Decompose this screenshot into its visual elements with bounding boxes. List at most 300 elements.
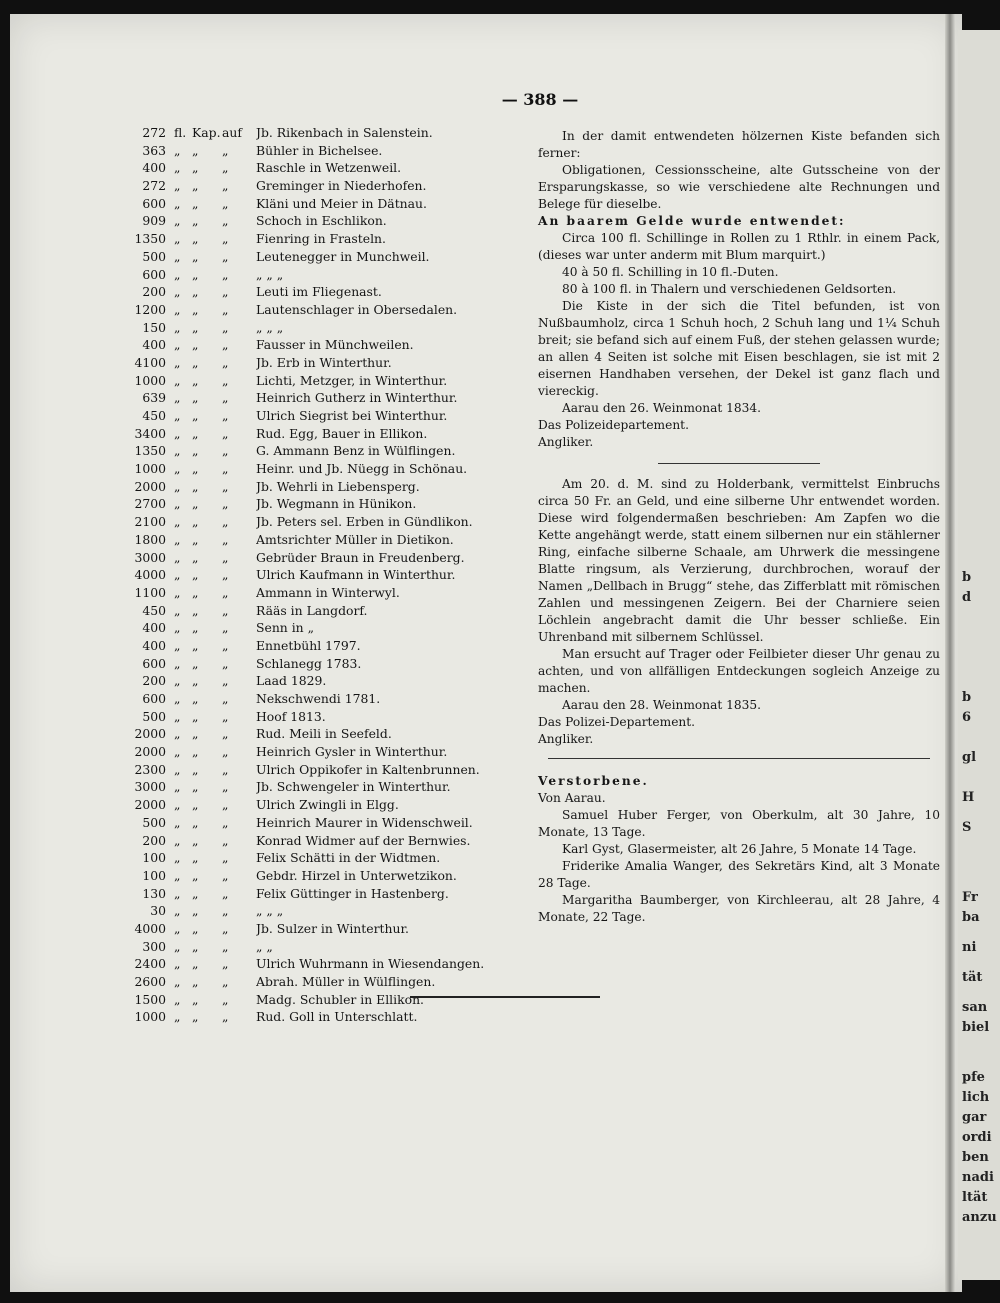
adjacent-page-fragment: gl <box>962 750 977 765</box>
ledger-amount: 2000 <box>134 797 166 813</box>
ledger-row <box>118 195 518 213</box>
ledger-unit: „ <box>174 637 181 653</box>
ledger-name: „ „ „ <box>256 903 284 919</box>
adjacent-page-fragment: ni <box>962 940 977 955</box>
ledger-name: Amtsrichter Müller in Dietikon. <box>256 531 454 547</box>
ledger-prep: „ <box>222 461 229 477</box>
ledger-unit: „ <box>174 408 181 423</box>
ledger-kind: „ <box>192 549 199 565</box>
page-fold <box>945 14 955 1292</box>
adjacent-page-fragment: ordi <box>962 1130 992 1145</box>
ledger-name: Senn in „ <box>256 620 315 636</box>
ledger-kind: „ <box>192 867 199 883</box>
ledger-kind: „ <box>192 213 199 229</box>
adjacent-page-fragment: anzu <box>962 1210 997 1225</box>
ledger-kind: „ <box>192 514 199 530</box>
ledger-name: Rud. Goll in Unterschlatt. <box>256 1009 418 1025</box>
ledger-name: Kläni und Meier in Dätnau. <box>256 195 427 211</box>
notice1-signature-office: Das Polizeidepartement. <box>538 418 689 432</box>
ledger-row <box>118 495 518 513</box>
ledger-kind: „ <box>192 726 199 742</box>
ledger-row <box>118 177 518 195</box>
ledger-unit: „ <box>174 531 181 547</box>
ledger-prep: „ <box>222 531 229 547</box>
ledger-row <box>118 814 518 832</box>
ledger-unit: „ <box>174 248 181 264</box>
ledger-unit: „ <box>174 708 181 724</box>
ledger-prep: „ <box>222 584 229 600</box>
ledger-row <box>118 690 518 708</box>
ledger-row <box>118 796 518 814</box>
ledger-unit: „ <box>174 478 181 494</box>
ledger-amount: 1000 <box>134 461 166 477</box>
ledger-name: Jb. Schwengeler in Winterthur. <box>256 779 451 795</box>
ledger-prep: „ <box>222 372 229 388</box>
ledger-row <box>118 442 518 460</box>
adjacent-page-fragment: H <box>962 790 975 805</box>
ledger-unit: „ <box>174 655 181 671</box>
ledger-amount: 2000 <box>134 726 166 742</box>
ledger-row <box>118 407 518 425</box>
ledger-amount: 1800 <box>134 531 166 547</box>
ledger-kind: „ <box>192 620 199 636</box>
ledger-unit: „ <box>174 903 181 919</box>
divider-2 <box>548 758 930 759</box>
ledger-prep: „ <box>222 496 229 512</box>
ledger-unit: „ <box>174 372 181 388</box>
ledger-unit: „ <box>174 231 181 247</box>
ledger-amount: 600 <box>142 655 166 671</box>
ledger-kind: „ <box>192 408 199 423</box>
ledger-kind: Kap. <box>192 125 221 140</box>
ledger-name: Madg. Schubler in Ellikon. <box>256 991 424 1007</box>
ledger-prep: „ <box>222 761 229 777</box>
ledger-unit: „ <box>174 991 181 1007</box>
ledger-amount: 2000 <box>134 478 166 494</box>
ledger-prep: „ <box>222 408 229 423</box>
cash-line-2: 40 à 50 fl. Schilling in 10 fl.-Duten. <box>562 265 779 279</box>
ledger-unit: „ <box>174 885 181 901</box>
ledger-kind: „ <box>192 567 199 583</box>
ledger-row <box>118 159 518 177</box>
ledger-prep: „ <box>222 655 229 671</box>
ledger-name: Felix Güttinger in Hastenberg. <box>256 885 449 901</box>
ledger-amount: 909 <box>142 213 166 229</box>
ledger-prep: „ <box>222 301 229 317</box>
ledger-unit: „ <box>174 726 181 742</box>
ledger-kind: „ <box>192 832 199 848</box>
ledger-name: Heinrich Gysler in Winterthur. <box>256 744 448 760</box>
ledger-kind: „ <box>192 920 199 936</box>
ledger-unit: „ <box>174 514 181 530</box>
death-entry: Margaritha Baumberger, von Kirchleerau, alt 28 Jahre, 4 Monate, 22 Tage. <box>538 893 940 924</box>
notice2-request: Man ersucht auf Trager oder Feilbieter dieser Uhr genau zu achten, und von allfälligen Entdeckungen sogleich Anzeige zu machen. <box>538 647 940 695</box>
ledger-unit: „ <box>174 867 181 883</box>
ledger-kind: „ <box>192 673 199 689</box>
ledger-prep: „ <box>222 885 229 901</box>
ledger-kind: „ <box>192 744 199 760</box>
ledger-row <box>118 283 518 301</box>
ledger-prep: „ <box>222 779 229 795</box>
ledger-amount: 2000 <box>134 744 166 760</box>
ledger-amount: 1350 <box>134 231 166 247</box>
ledger-row <box>118 708 518 726</box>
ledger-row <box>118 319 518 337</box>
ledger-name: Jb. Rikenbach in Salenstein. <box>256 125 433 140</box>
ledger-prep: „ <box>222 991 229 1007</box>
ledger-name: Leuti im Fliegenast. <box>256 284 382 300</box>
ledger-row <box>118 637 518 655</box>
ledger-name: Jb. Peters sel. Erben in Gündlikon. <box>256 514 473 530</box>
ledger-prep: „ <box>222 514 229 530</box>
ledger-unit: „ <box>174 584 181 600</box>
ledger-name: Ennetbühl 1797. <box>256 637 361 653</box>
death-entry: Karl Gyst, Glasermeister, alt 26 Jahre, 5 Monate 14 Tage. <box>562 842 917 856</box>
ledger-prep: auf <box>222 125 242 140</box>
ledger-unit: „ <box>174 814 181 830</box>
ledger-kind: „ <box>192 390 199 406</box>
ledger-amount: 400 <box>142 337 166 353</box>
ledger-name: Raschle in Wetzenweil. <box>256 160 402 176</box>
ledger-amount: 1100 <box>134 584 166 600</box>
ledger-unit: „ <box>174 691 181 706</box>
ledger-name: Schlanegg 1783. <box>256 655 362 671</box>
ledger-amount: 4100 <box>134 354 166 370</box>
ledger-name: Gebrüder Braun in Freudenberg. <box>256 549 465 565</box>
ledger-row <box>118 248 518 266</box>
ledger-name: Gebdr. Hirzel in Unterwetzikon. <box>256 867 457 883</box>
ledger-name: Heinrich Gutherz in Winterthur. <box>256 390 458 406</box>
notice2-text: Am 20. d. M. sind zu Holderbank, vermittelst Einbruchs circa 50 Fr. an Geld, und eine silberne Uhr entwendet worden. Diese wird folgendermaßen beschrieben: Am Zapfen wo die Kette angehängt werde, statt einem silbernen nur ein stählerner Ring, einfache silberne Schaale, am Uhrwerk die messingene Blatte ringsum, als Verzierung, durchbrochen, worauf der Namen „Dellbach in Brugg“ stehe, das Zifferblatt mit römischen Zahlen und messingenen Zeigern. Bei der Charniere seien Löchlein angebracht damit die Uhr besser schließe. Ein Uhrenband mit silbernem Schlüssel. <box>538 477 940 644</box>
ledger-unit: „ <box>174 549 181 565</box>
ledger-row <box>118 761 518 779</box>
ledger-amount: 30 <box>150 903 166 919</box>
ledger-name: Abrah. Müller in Wülflingen. <box>256 974 436 989</box>
ledger-row <box>118 549 518 567</box>
ledger-prep: „ <box>222 708 229 724</box>
ledger-prep: „ <box>222 160 229 176</box>
ledger-unit: „ <box>174 496 181 512</box>
notice1-date: Aarau den 26. Weinmonat 1834. <box>562 401 762 415</box>
ledger-prep: „ <box>222 567 229 583</box>
ledger-name: Jb. Sulzer in Winterthur. <box>256 920 409 936</box>
ledger-amount: 500 <box>142 708 166 724</box>
ledger-kind: „ <box>192 231 199 247</box>
adjacent-page-fragment: ben <box>962 1150 989 1165</box>
ledger-prep: „ <box>222 478 229 494</box>
ledger-prep: „ <box>222 637 229 653</box>
ledger-row <box>118 902 518 920</box>
ledger-row <box>118 142 518 160</box>
ledger-row <box>118 389 518 407</box>
ledger-amount: 200 <box>142 284 166 300</box>
ledger-row <box>118 672 518 690</box>
ledger-name: Ulrich Siegrist bei Winterthur. <box>256 408 448 423</box>
ledger-name: Laad 1829. <box>256 673 327 689</box>
ledger-amount: 450 <box>142 602 166 618</box>
ledger-unit: „ <box>174 744 181 760</box>
ledger-unit: „ <box>174 284 181 300</box>
ledger-row <box>118 124 518 142</box>
ledger-unit: „ <box>174 354 181 370</box>
ledger-kind: „ <box>192 956 199 972</box>
ledger-unit: „ <box>174 160 181 176</box>
ledger-kind: „ <box>192 1009 199 1025</box>
ledger-amount: 2600 <box>134 974 166 989</box>
ledger-prep: „ <box>222 938 229 954</box>
ledger-row <box>118 885 518 903</box>
ledger-amount: 2700 <box>134 496 166 512</box>
ledger-kind: „ <box>192 761 199 777</box>
ledger-prep: „ <box>222 337 229 353</box>
adjacent-page-edge <box>958 30 1000 1280</box>
ledger-name: Fausser in Münchweilen. <box>256 337 414 353</box>
ledger-row <box>118 372 518 390</box>
adjacent-page-fragment: ba <box>962 910 980 925</box>
ledger-kind: „ <box>192 178 199 194</box>
ledger-kind: „ <box>192 531 199 547</box>
ledger-unit: „ <box>174 1009 181 1025</box>
ledger-kind: „ <box>192 319 199 335</box>
notice1-items: Obligationen, Cessionsscheine, alte Gutsscheine von der Ersparungskasse, so wie verschiedene alte Rechnungen und Belege für dieselbe. <box>538 163 940 211</box>
ledger-kind: „ <box>192 354 199 370</box>
ledger-prep: „ <box>222 920 229 936</box>
ledger-amount: 400 <box>142 637 166 653</box>
ledger-unit: „ <box>174 178 181 194</box>
ledger-name: Greminger in Niederhofen. <box>256 178 427 194</box>
ledger-amount: 4000 <box>134 920 166 936</box>
ledger-kind: „ <box>192 443 199 459</box>
ledger-prep: „ <box>222 425 229 441</box>
divider <box>658 463 820 464</box>
ledger-row <box>118 354 518 372</box>
ledger-row <box>118 266 518 284</box>
ledger-unit: „ <box>174 620 181 636</box>
ledger-row <box>118 655 518 673</box>
ledger-kind: „ <box>192 284 199 300</box>
ledger-amount: 200 <box>142 832 166 848</box>
ledger-name: Bühler in Bichelsee. <box>256 142 383 158</box>
ledger-amount: 400 <box>142 620 166 636</box>
ledger-prep: „ <box>222 284 229 300</box>
ledger-prep: „ <box>222 797 229 813</box>
ledger-prep: „ <box>222 956 229 972</box>
ledger-prep: „ <box>222 266 229 282</box>
ledger-name: Fienring in Frasteln. <box>256 231 386 247</box>
ledger-prep: „ <box>222 867 229 883</box>
ledger-amount: 1000 <box>134 372 166 388</box>
ledger-kind: „ <box>192 885 199 901</box>
ledger-kind: „ <box>192 938 199 954</box>
ledger-name: Ulrich Oppikofer in Kaltenbrunnen. <box>256 761 480 777</box>
ledger-kind: „ <box>192 903 199 919</box>
adjacent-page-fragment: Fr <box>962 890 978 905</box>
ledger-unit: „ <box>174 974 181 989</box>
ledger-amount: 1500 <box>134 991 166 1007</box>
ledger-name: Leutenegger in Munchweil. <box>256 248 430 264</box>
ledger-prep: „ <box>222 178 229 194</box>
adjacent-page-fragment: biel <box>962 1020 990 1035</box>
ledger-amount: 400 <box>142 160 166 176</box>
ledger-prep: „ <box>222 248 229 264</box>
ledger-prep: „ <box>222 850 229 866</box>
ledger-amount: 363 <box>142 142 166 158</box>
ledger-prep: „ <box>222 832 229 848</box>
ledger-row <box>118 938 518 956</box>
ledger-name: Konrad Widmer auf der Bernwies. <box>256 832 471 848</box>
ledger-amount: 1200 <box>134 301 166 317</box>
ledger-amount: 600 <box>142 691 166 706</box>
ledger-row <box>118 920 518 938</box>
ledger-amount: 150 <box>142 319 166 335</box>
ledger-unit: „ <box>174 938 181 954</box>
adjacent-page-fragment: b <box>962 570 972 585</box>
ledger-row <box>118 230 518 248</box>
adjacent-page-fragment: lich <box>962 1090 990 1105</box>
ledger-prep: „ <box>222 1009 229 1025</box>
ledger-amount: 272 <box>142 125 166 140</box>
ledger-amount: 2100 <box>134 514 166 530</box>
ledger-row <box>118 425 518 443</box>
box-description: Die Kiste in der sich die Titel befunden, ist von Nußbaumholz, circa 1 Schuh hoch, 2 Schuh lang und 1¼ Schuh breit; sie befand sich auf einem Fuß, der stehen gelassen wurde; an allen 4 Seiten ist solche mit Eisen beschlagen, sie ist mit 2 eisernen Handhaben versehen, der Dekel ist ganz flach und viereckig. <box>538 299 940 398</box>
ledger-unit: „ <box>174 142 181 158</box>
adjacent-page-fragment: san <box>962 1000 988 1015</box>
death-entry: Samuel Huber Ferger, von Oberkulm, alt 30 Jahre, 10 Monate, 13 Tage. <box>538 808 940 839</box>
ledger-prep: „ <box>222 390 229 406</box>
ledger-name: Lautenschlager in Obersedalen. <box>256 301 458 317</box>
ledger-row <box>118 778 518 796</box>
ledger-name: „ „ <box>256 938 273 954</box>
ledger-amount: 2400 <box>134 956 166 972</box>
ledger-unit: „ <box>174 443 181 459</box>
ledger-amount: 272 <box>142 178 166 194</box>
ledger-unit: „ <box>174 319 181 335</box>
ledger-unit: „ <box>174 920 181 936</box>
ledger-unit: „ <box>174 390 181 406</box>
adjacent-page-fragment: 6 <box>962 710 972 725</box>
ledger-unit: „ <box>174 956 181 972</box>
ledger-kind: „ <box>192 974 199 989</box>
ledger-amount: 1350 <box>134 443 166 459</box>
ledger-name: Lichti, Metzger, in Winterthur. <box>256 372 448 388</box>
ledger-amount: 450 <box>142 408 166 423</box>
ledger-row <box>118 743 518 761</box>
ledger-kind: „ <box>192 195 199 211</box>
ledger-kind: „ <box>192 691 199 706</box>
ledger-amount: 500 <box>142 248 166 264</box>
ledger-name: Jb. Wegmann in Hünikon. <box>256 496 417 512</box>
ledger-kind: „ <box>192 708 199 724</box>
adjacent-page-fragment: nadi <box>962 1170 994 1185</box>
ledger-amount: 3000 <box>134 779 166 795</box>
ledger-prep: „ <box>222 691 229 706</box>
ledger-name: Jb. Erb in Winterthur. <box>256 354 392 370</box>
ledger-unit: „ <box>174 461 181 477</box>
ledger-unit: „ <box>174 213 181 229</box>
cash-line-3: 80 à 100 fl. in Thalern und verschiedenen Geldsorten. <box>562 282 897 296</box>
ledger-row <box>118 867 518 885</box>
ledger-amount: 1000 <box>134 1009 166 1025</box>
ledger-row <box>118 336 518 354</box>
notice1-intro: In der damit entwendeten hölzernen Kiste befanden sich ferner: <box>538 129 940 160</box>
notice2-date: Aarau den 28. Weinmonat 1835. <box>562 698 762 712</box>
ledger-kind: „ <box>192 461 199 477</box>
ledger-row <box>118 619 518 637</box>
ledger-name: Ammann in Winterwyl. <box>256 584 400 600</box>
ledger-kind: „ <box>192 850 199 866</box>
ledger-row <box>118 725 518 743</box>
ledger-kind: „ <box>192 496 199 512</box>
notice2-signature-name: Angliker. <box>538 732 594 746</box>
ledger-prep: „ <box>222 814 229 830</box>
ledger-amount: 100 <box>142 850 166 866</box>
ledger-name: Ulrich Wuhrmann in Wiesendangen. <box>256 956 485 972</box>
ledger-amount: 639 <box>142 390 166 406</box>
ledger-unit: „ <box>174 602 181 618</box>
page-number: — 388 — <box>501 90 579 109</box>
adjacent-page-fragment: ltät <box>962 1190 988 1205</box>
ledger-row <box>118 991 518 1009</box>
ledger-prep: „ <box>222 142 229 158</box>
ledger-row <box>118 1008 518 1026</box>
ledger-prep: „ <box>222 231 229 247</box>
ledger-unit: fl. <box>174 125 187 140</box>
ledger-unit: „ <box>174 567 181 583</box>
ledger-name: G. Ammann Benz in Wülflingen. <box>256 443 456 459</box>
ledger-prep: „ <box>222 549 229 565</box>
ledger-kind: „ <box>192 248 199 264</box>
ledger-row <box>118 513 518 531</box>
ledger-prep: „ <box>222 213 229 229</box>
ledger-prep: „ <box>222 744 229 760</box>
ledger-row <box>118 849 518 867</box>
ledger-row <box>118 301 518 319</box>
ledger-kind: „ <box>192 372 199 388</box>
adjacent-page-fragment: tät <box>962 970 983 985</box>
ledger-name: Rud. Egg, Bauer in Ellikon. <box>256 425 428 441</box>
notices-column <box>538 128 940 926</box>
ledger-kind: „ <box>192 655 199 671</box>
adjacent-page-fragment: d <box>962 590 972 605</box>
ledger-prep: „ <box>222 903 229 919</box>
ledger-row <box>118 478 518 496</box>
ledger-amount: 100 <box>142 867 166 883</box>
ledger-amount: 4000 <box>134 567 166 583</box>
ledger-unit: „ <box>174 779 181 795</box>
ledger-prep: „ <box>222 974 229 989</box>
ledger-amount: 200 <box>142 673 166 689</box>
ledger-unit: „ <box>174 337 181 353</box>
ledger-amount: 3400 <box>134 425 166 441</box>
ledger-prep: „ <box>222 195 229 211</box>
ledger-kind: „ <box>192 160 199 176</box>
adjacent-page-fragment: b <box>962 690 972 705</box>
ledger-name: „ „ „ <box>256 266 284 282</box>
ledger-name: Heinr. und Jb. Nüegg in Schönau. <box>256 461 468 477</box>
ledger-kind: „ <box>192 142 199 158</box>
ledger-name: Heinrich Maurer in Widenschweil. <box>256 814 473 830</box>
ledger-unit: „ <box>174 832 181 848</box>
death-entry: Friderike Amalia Wanger, des Sekretärs Kind, alt 3 Monate 28 Tage. <box>538 859 940 890</box>
ledger-name: Jb. Wehrli in Liebensperg. <box>256 478 420 494</box>
ledger-prep: „ <box>222 620 229 636</box>
ledger-kind: „ <box>192 301 199 317</box>
notice1-signature-name: Angliker. <box>538 435 594 449</box>
ledger-name: „ „ „ <box>256 319 284 335</box>
ledger-unit: „ <box>174 673 181 689</box>
ledger-kind: „ <box>192 991 199 1007</box>
ledger-prep: „ <box>222 673 229 689</box>
